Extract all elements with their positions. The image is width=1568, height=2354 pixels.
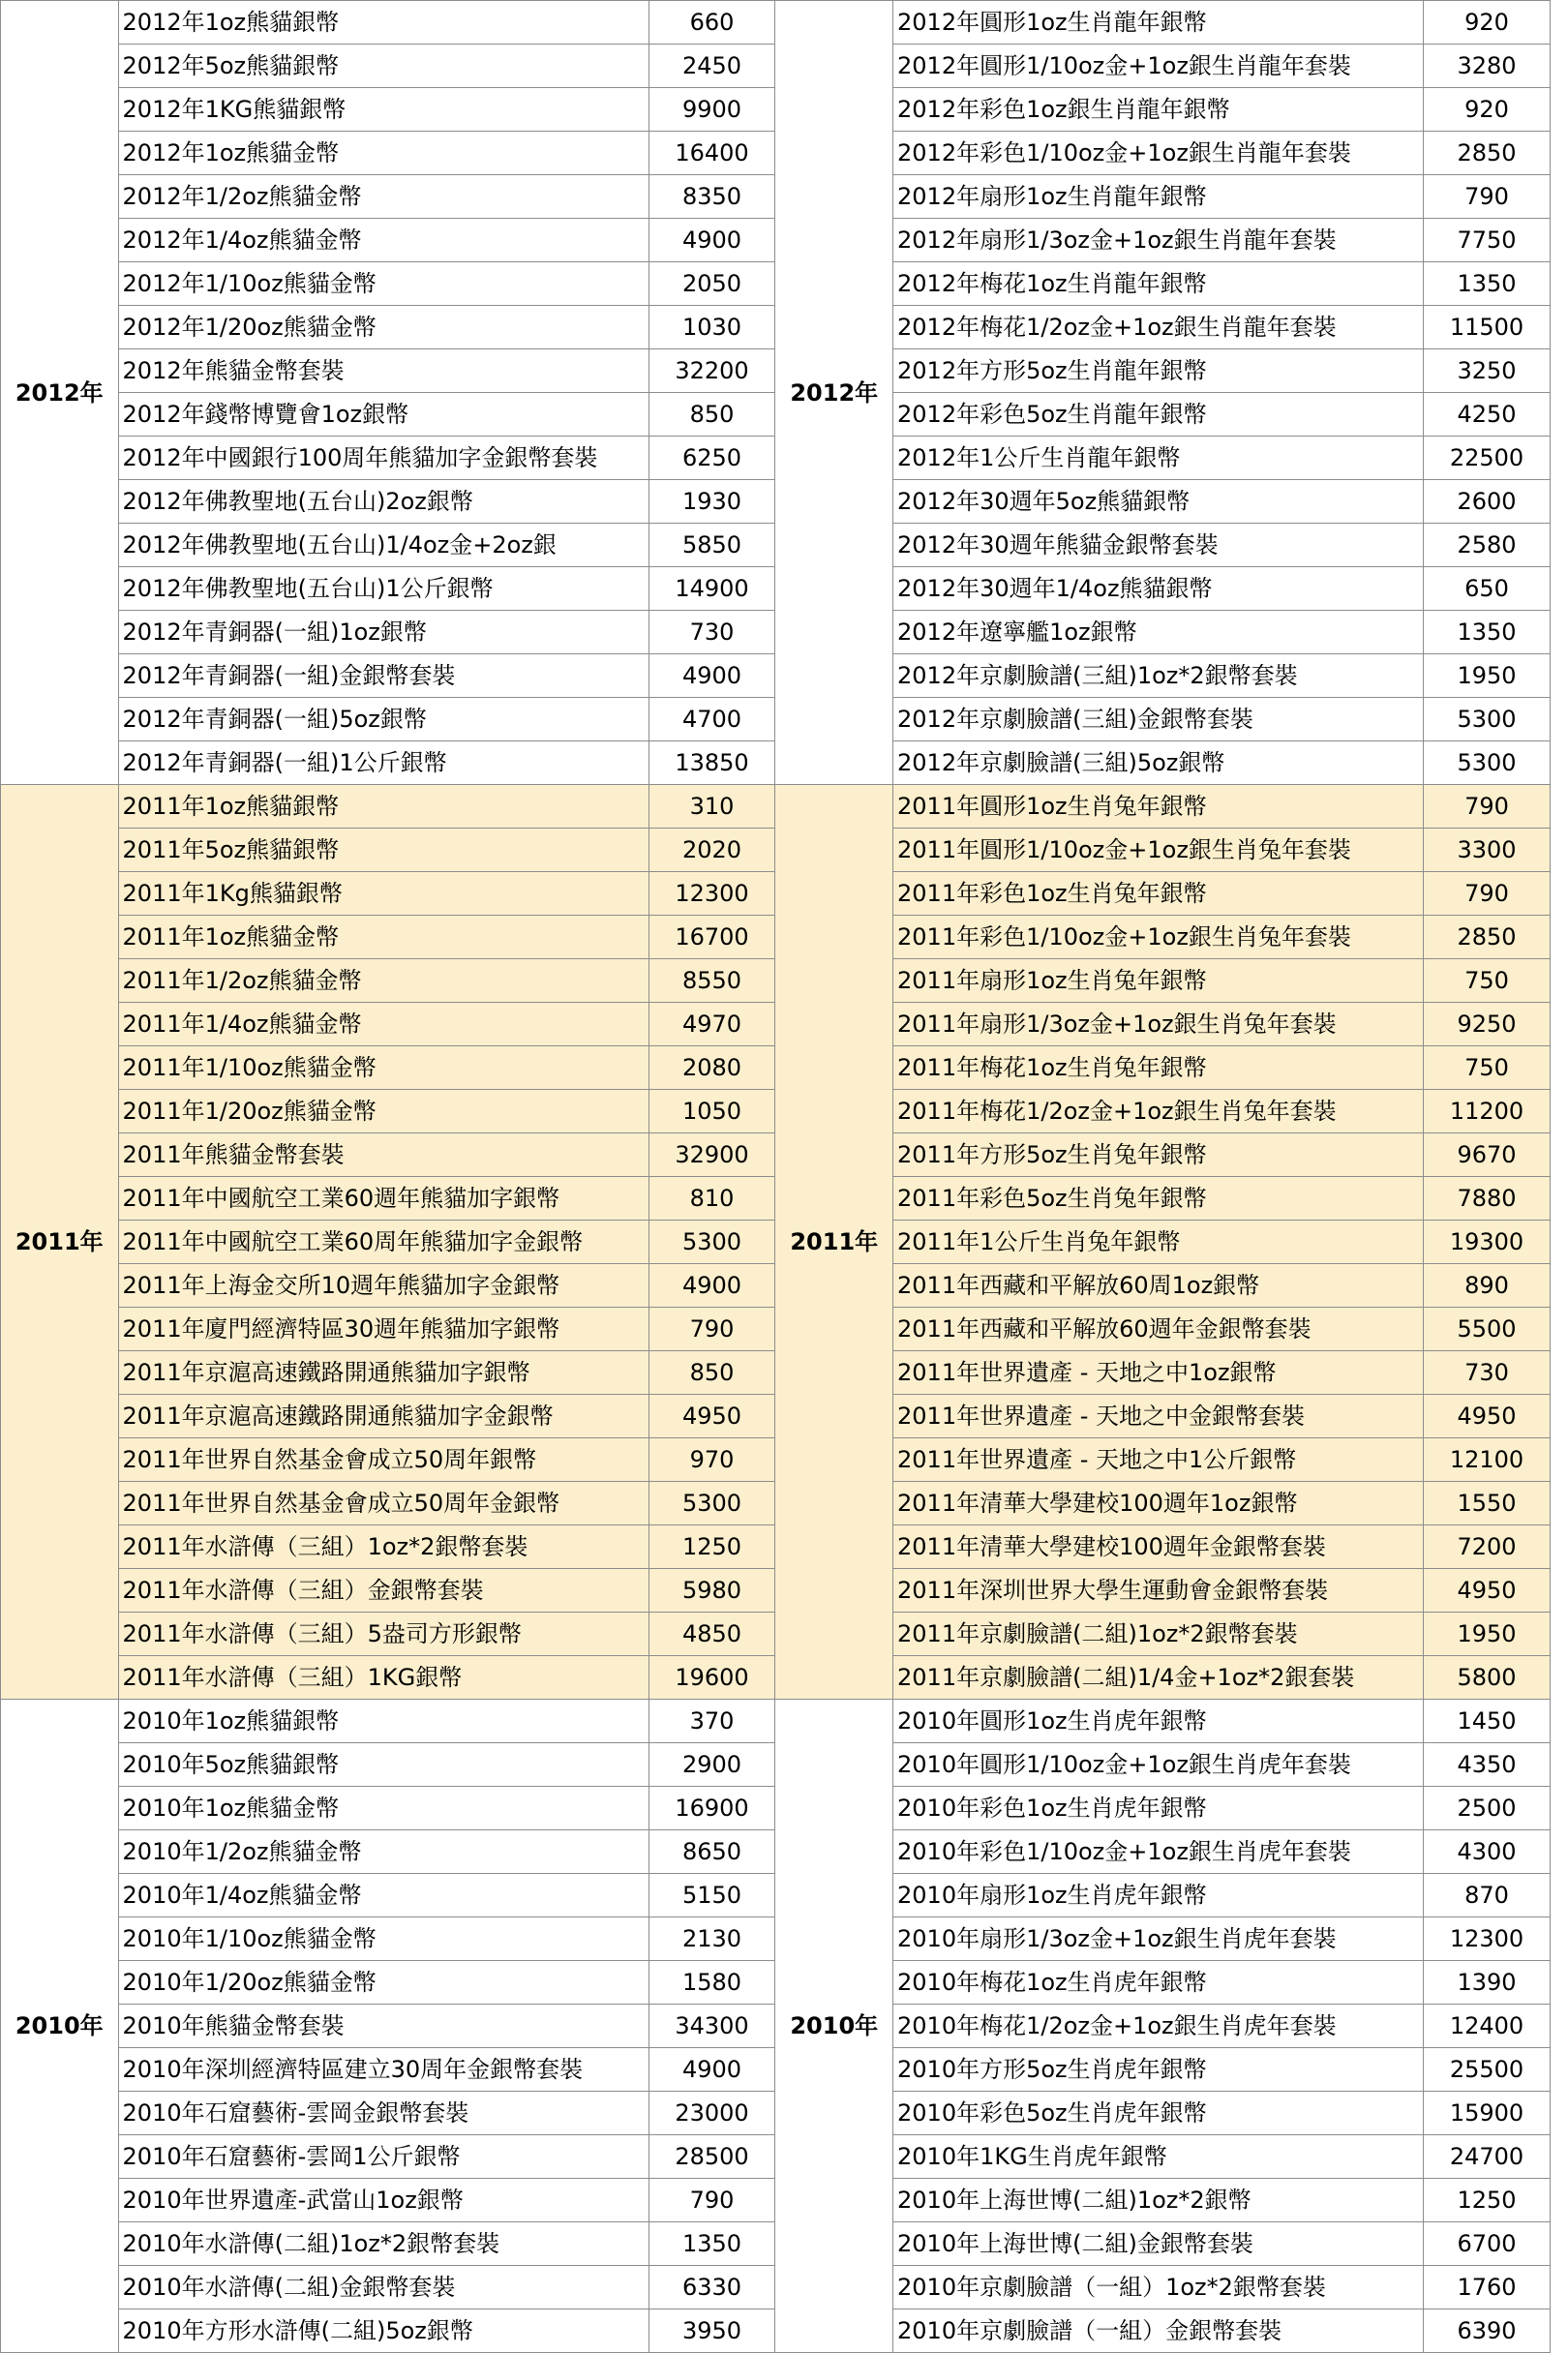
item-price-right: 3300 xyxy=(1424,829,1551,872)
item-name-left: 2011年水滸傳（三組）金銀幣套裝 xyxy=(118,1569,648,1613)
item-price-left: 790 xyxy=(648,2179,775,2222)
item-price-left: 4900 xyxy=(648,2048,775,2092)
item-price-right: 2850 xyxy=(1424,132,1551,175)
item-price-right: 7880 xyxy=(1424,1177,1551,1221)
item-price-right: 870 xyxy=(1424,1874,1551,1917)
item-name-right: 2010年梅花1/2oz金+1oz銀生肖虎年套裝 xyxy=(893,2005,1424,2048)
item-name-left: 2011年5oz熊貓銀幣 xyxy=(118,829,648,872)
item-price-right: 7750 xyxy=(1424,219,1551,262)
item-price-left: 5980 xyxy=(648,1569,775,1613)
year-cell-left: 2012年 xyxy=(1,1,119,785)
item-price-left: 850 xyxy=(648,1351,775,1395)
item-name-left: 2010年方形水滸傳(二組)5oz銀幣 xyxy=(118,2309,648,2353)
item-name-right: 2012年方形5oz生肖龍年銀幣 xyxy=(893,349,1424,393)
item-name-right: 2011年世界遺產 - 天地之中1oz銀幣 xyxy=(893,1351,1424,1395)
item-price-right: 5300 xyxy=(1424,698,1551,741)
item-price-left: 16900 xyxy=(648,1787,775,1830)
item-name-right: 2011年世界遺產 - 天地之中金銀幣套裝 xyxy=(893,1395,1424,1438)
item-price-right: 6390 xyxy=(1424,2309,1551,2353)
item-name-left: 2011年中國航空工業60週年熊貓加字銀幣 xyxy=(118,1177,648,1221)
item-price-right: 4950 xyxy=(1424,1569,1551,1613)
item-price-left: 9900 xyxy=(648,88,775,132)
item-price-left: 4970 xyxy=(648,1003,775,1046)
item-price-right: 1250 xyxy=(1424,2179,1551,2222)
item-name-right: 2010年彩色1/10oz金+1oz銀生肖虎年套裝 xyxy=(893,1830,1424,1874)
item-price-left: 2080 xyxy=(648,1046,775,1090)
item-price-left: 23000 xyxy=(648,2092,775,2135)
item-price-right: 7200 xyxy=(1424,1525,1551,1569)
item-price-left: 970 xyxy=(648,1438,775,1482)
item-price-right: 790 xyxy=(1424,785,1551,829)
item-price-right: 920 xyxy=(1424,1,1551,45)
item-name-left: 2011年1oz熊貓金幣 xyxy=(118,916,648,959)
item-name-right: 2012年梅花1/2oz金+1oz銀生肖龍年套裝 xyxy=(893,306,1424,349)
item-name-left: 2011年水滸傳（三組）1KG銀幣 xyxy=(118,1656,648,1700)
item-price-right: 1950 xyxy=(1424,654,1551,698)
item-price-right: 3280 xyxy=(1424,45,1551,88)
item-name-left: 2010年1/2oz熊貓金幣 xyxy=(118,1830,648,1874)
item-name-right: 2011年世界遺產 - 天地之中1公斤銀幣 xyxy=(893,1438,1424,1482)
item-name-right: 2011年1公斤生肖兔年銀幣 xyxy=(893,1221,1424,1264)
item-price-left: 5150 xyxy=(648,1874,775,1917)
item-price-right: 1550 xyxy=(1424,1482,1551,1525)
item-name-right: 2012年梅花1oz生肖龍年銀幣 xyxy=(893,262,1424,306)
item-price-right: 4250 xyxy=(1424,393,1551,437)
item-price-left: 28500 xyxy=(648,2135,775,2179)
item-name-left: 2010年水滸傳(二組)1oz*2銀幣套裝 xyxy=(118,2222,648,2266)
item-price-left: 660 xyxy=(648,1,775,45)
item-price-left: 310 xyxy=(648,785,775,829)
item-price-right: 15900 xyxy=(1424,2092,1551,2135)
item-name-left: 2011年水滸傳（三組）1oz*2銀幣套裝 xyxy=(118,1525,648,1569)
item-price-right: 4350 xyxy=(1424,1743,1551,1787)
item-price-right: 750 xyxy=(1424,959,1551,1003)
item-name-left: 2010年深圳經濟特區建立30周年金銀幣套裝 xyxy=(118,2048,648,2092)
item-price-left: 6250 xyxy=(648,437,775,480)
item-price-right: 650 xyxy=(1424,567,1551,611)
item-price-right: 790 xyxy=(1424,175,1551,219)
item-price-right: 2600 xyxy=(1424,480,1551,524)
item-name-left: 2010年熊貓金幣套裝 xyxy=(118,2005,648,2048)
item-name-left: 2012年1/4oz熊貓金幣 xyxy=(118,219,648,262)
item-name-left: 2012年中國銀行100周年熊貓加字金銀幣套裝 xyxy=(118,437,648,480)
item-price-left: 4900 xyxy=(648,219,775,262)
item-name-left: 2010年1/10oz熊貓金幣 xyxy=(118,1917,648,1961)
item-price-right: 5500 xyxy=(1424,1308,1551,1351)
item-price-left: 34300 xyxy=(648,2005,775,2048)
item-price-right: 24700 xyxy=(1424,2135,1551,2179)
item-name-left: 2012年1/2oz熊貓金幣 xyxy=(118,175,648,219)
year-cell-right: 2012年 xyxy=(775,1,893,785)
item-name-right: 2011年方形5oz生肖兔年銀幣 xyxy=(893,1133,1424,1177)
item-name-right: 2010年圓形1oz生肖虎年銀幣 xyxy=(893,1700,1424,1743)
item-name-right: 2012年扇形1/3oz金+1oz銀生肖龍年套裝 xyxy=(893,219,1424,262)
item-name-left: 2012年青銅器(一組)1oz銀幣 xyxy=(118,611,648,654)
item-name-left: 2011年1oz熊貓銀幣 xyxy=(118,785,648,829)
item-price-left: 19600 xyxy=(648,1656,775,1700)
item-price-right: 25500 xyxy=(1424,2048,1551,2092)
item-name-left: 2011年中國航空工業60周年熊貓加字金銀幣 xyxy=(118,1221,648,1264)
item-price-right: 730 xyxy=(1424,1351,1551,1395)
item-price-left: 8350 xyxy=(648,175,775,219)
item-name-left: 2012年錢幣博覽會1oz銀幣 xyxy=(118,393,648,437)
item-price-right: 11500 xyxy=(1424,306,1551,349)
item-name-right: 2012年圓形1/10oz金+1oz銀生肖龍年套裝 xyxy=(893,45,1424,88)
item-name-right: 2011年彩色1/10oz金+1oz銀生肖兔年套裝 xyxy=(893,916,1424,959)
item-price-right: 9250 xyxy=(1424,1003,1551,1046)
item-price-left: 3950 xyxy=(648,2309,775,2353)
item-name-right: 2010年扇形1/3oz金+1oz銀生肖虎年套裝 xyxy=(893,1917,1424,1961)
item-name-left: 2012年青銅器(一組)5oz銀幣 xyxy=(118,698,648,741)
item-price-left: 4900 xyxy=(648,654,775,698)
item-name-left: 2012年青銅器(一組)1公斤銀幣 xyxy=(118,741,648,785)
item-price-left: 1030 xyxy=(648,306,775,349)
item-price-left: 810 xyxy=(648,1177,775,1221)
item-price-right: 12100 xyxy=(1424,1438,1551,1482)
item-price-right: 1760 xyxy=(1424,2266,1551,2309)
item-name-right: 2012年30週年熊貓金銀幣套裝 xyxy=(893,524,1424,567)
item-price-left: 4700 xyxy=(648,698,775,741)
table-row xyxy=(1,1700,1551,1743)
item-price-left: 13850 xyxy=(648,741,775,785)
item-price-right: 4300 xyxy=(1424,1830,1551,1874)
item-name-left: 2011年熊貓金幣套裝 xyxy=(118,1133,648,1177)
item-name-right: 2010年彩色1oz生肖虎年銀幣 xyxy=(893,1787,1424,1830)
item-price-right: 3250 xyxy=(1424,349,1551,393)
item-name-left: 2012年1/20oz熊貓金幣 xyxy=(118,306,648,349)
item-name-left: 2011年廈門經濟特區30週年熊貓加字銀幣 xyxy=(118,1308,648,1351)
item-name-right: 2012年京劇臉譜(三組)1oz*2銀幣套裝 xyxy=(893,654,1424,698)
item-name-right: 2011年梅花1oz生肖兔年銀幣 xyxy=(893,1046,1424,1090)
item-price-right: 2500 xyxy=(1424,1787,1551,1830)
item-price-left: 32200 xyxy=(648,349,775,393)
item-price-right: 4950 xyxy=(1424,1395,1551,1438)
item-name-left: 2011年京滬高速鐵路開通熊貓加字銀幣 xyxy=(118,1351,648,1395)
table-row xyxy=(1,1,1551,45)
item-price-right: 790 xyxy=(1424,872,1551,916)
item-price-left: 16700 xyxy=(648,916,775,959)
item-name-left: 2010年1oz熊貓銀幣 xyxy=(118,1700,648,1743)
item-price-right: 11200 xyxy=(1424,1090,1551,1133)
item-name-right: 2010年扇形1oz生肖虎年銀幣 xyxy=(893,1874,1424,1917)
item-price-right: 12300 xyxy=(1424,1917,1551,1961)
item-price-left: 14900 xyxy=(648,567,775,611)
item-name-left: 2011年1/4oz熊貓金幣 xyxy=(118,1003,648,1046)
item-price-right: 2850 xyxy=(1424,916,1551,959)
year-cell-right: 2011年 xyxy=(775,785,893,1700)
item-price-left: 1250 xyxy=(648,1525,775,1569)
item-name-left: 2012年1KG熊貓銀幣 xyxy=(118,88,648,132)
item-price-right: 920 xyxy=(1424,88,1551,132)
item-price-right: 12400 xyxy=(1424,2005,1551,2048)
item-name-right: 2012年1公斤生肖龍年銀幣 xyxy=(893,437,1424,480)
item-price-left: 4950 xyxy=(648,1395,775,1438)
item-name-left: 2011年水滸傳（三組）5盎司方形銀幣 xyxy=(118,1613,648,1656)
item-price-left: 2130 xyxy=(648,1917,775,1961)
item-name-right: 2012年遼寧艦1oz銀幣 xyxy=(893,611,1424,654)
item-price-left: 1580 xyxy=(648,1961,775,2005)
item-price-left: 2450 xyxy=(648,45,775,88)
item-price-left: 2050 xyxy=(648,262,775,306)
item-name-right: 2011年梅花1/2oz金+1oz銀生肖兔年套裝 xyxy=(893,1090,1424,1133)
item-name-right: 2011年扇形1oz生肖兔年銀幣 xyxy=(893,959,1424,1003)
item-name-left: 2012年佛教聖地(五台山)2oz銀幣 xyxy=(118,480,648,524)
item-name-right: 2011年西藏和平解放60週年金銀幣套裝 xyxy=(893,1308,1424,1351)
item-price-right: 5300 xyxy=(1424,741,1551,785)
item-price-right: 5800 xyxy=(1424,1656,1551,1700)
item-price-left: 8650 xyxy=(648,1830,775,1874)
item-price-right: 2580 xyxy=(1424,524,1551,567)
item-price-left: 4850 xyxy=(648,1613,775,1656)
item-price-right: 9670 xyxy=(1424,1133,1551,1177)
item-name-right: 2012年圓形1oz生肖龍年銀幣 xyxy=(893,1,1424,45)
item-name-right: 2010年方形5oz生肖虎年銀幣 xyxy=(893,2048,1424,2092)
item-price-left: 4900 xyxy=(648,1264,775,1308)
item-name-right: 2012年扇形1oz生肖龍年銀幣 xyxy=(893,175,1424,219)
item-name-left: 2012年5oz熊貓銀幣 xyxy=(118,45,648,88)
item-name-left: 2012年青銅器(一組)金銀幣套裝 xyxy=(118,654,648,698)
item-name-right: 2010年梅花1oz生肖虎年銀幣 xyxy=(893,1961,1424,2005)
item-name-left: 2012年1/10oz熊貓金幣 xyxy=(118,262,648,306)
item-price-left: 1350 xyxy=(648,2222,775,2266)
item-name-right: 2012年彩色1/10oz金+1oz銀生肖龍年套裝 xyxy=(893,132,1424,175)
item-name-left: 2010年1oz熊貓金幣 xyxy=(118,1787,648,1830)
item-price-right: 1450 xyxy=(1424,1700,1551,1743)
item-name-right: 2011年扇形1/3oz金+1oz銀生肖兔年套裝 xyxy=(893,1003,1424,1046)
item-name-right: 2012年30週年5oz熊貓銀幣 xyxy=(893,480,1424,524)
item-name-left: 2012年熊貓金幣套裝 xyxy=(118,349,648,393)
item-price-left: 2020 xyxy=(648,829,775,872)
item-name-left: 2012年1oz熊貓金幣 xyxy=(118,132,648,175)
item-price-left: 2900 xyxy=(648,1743,775,1787)
item-name-right: 2012年彩色1oz銀生肖龍年銀幣 xyxy=(893,88,1424,132)
item-name-right: 2010年圓形1/10oz金+1oz銀生肖虎年套裝 xyxy=(893,1743,1424,1787)
item-name-left: 2010年石窟藝術-雲岡1公斤銀幣 xyxy=(118,2135,648,2179)
item-price-left: 1050 xyxy=(648,1090,775,1133)
item-name-right: 2011年深圳世界大學生運動會金銀幣套裝 xyxy=(893,1569,1424,1613)
price-table-body xyxy=(1,1,1551,2353)
item-name-left: 2010年1/20oz熊貓金幣 xyxy=(118,1961,648,2005)
item-name-left: 2010年5oz熊貓銀幣 xyxy=(118,1743,648,1787)
item-name-left: 2012年佛教聖地(五台山)1/4oz金+2oz銀 xyxy=(118,524,648,567)
item-name-left: 2011年1/2oz熊貓金幣 xyxy=(118,959,648,1003)
table-row xyxy=(1,785,1551,829)
item-name-right: 2011年圓形1oz生肖兔年銀幣 xyxy=(893,785,1424,829)
item-name-right: 2011年彩色1oz生肖兔年銀幣 xyxy=(893,872,1424,916)
item-price-right: 22500 xyxy=(1424,437,1551,480)
item-name-right: 2012年30週年1/4oz熊貓銀幣 xyxy=(893,567,1424,611)
item-price-right: 890 xyxy=(1424,1264,1551,1308)
item-price-right: 1390 xyxy=(1424,1961,1551,2005)
item-price-left: 790 xyxy=(648,1308,775,1351)
item-name-left: 2011年世界自然基金會成立50周年金銀幣 xyxy=(118,1482,648,1525)
item-price-right: 19300 xyxy=(1424,1221,1551,1264)
item-price-left: 6330 xyxy=(648,2266,775,2309)
item-name-right: 2011年西藏和平解放60周1oz銀幣 xyxy=(893,1264,1424,1308)
item-name-right: 2010年1KG生肖虎年銀幣 xyxy=(893,2135,1424,2179)
item-name-left: 2011年京滬高速鐵路開通熊貓加字金銀幣 xyxy=(118,1395,648,1438)
item-name-left: 2010年石窟藝術-雲岡金銀幣套裝 xyxy=(118,2092,648,2135)
item-price-left: 5300 xyxy=(648,1482,775,1525)
item-name-left: 2010年世界遺產-武當山1oz銀幣 xyxy=(118,2179,648,2222)
item-name-right: 2011年圓形1/10oz金+1oz銀生肖兔年套裝 xyxy=(893,829,1424,872)
item-name-left: 2011年1/10oz熊貓金幣 xyxy=(118,1046,648,1090)
item-name-left: 2012年佛教聖地(五台山)1公斤銀幣 xyxy=(118,567,648,611)
item-name-right: 2012年京劇臉譜(三組)金銀幣套裝 xyxy=(893,698,1424,741)
item-price-left: 850 xyxy=(648,393,775,437)
item-name-right: 2011年清華大學建校100週年金銀幣套裝 xyxy=(893,1525,1424,1569)
item-name-right: 2010年京劇臉譜（一組）金銀幣套裝 xyxy=(893,2309,1424,2353)
item-price-right: 750 xyxy=(1424,1046,1551,1090)
item-name-right: 2010年上海世博(二組)1oz*2銀幣 xyxy=(893,2179,1424,2222)
item-name-right: 2010年上海世博(二組)金銀幣套裝 xyxy=(893,2222,1424,2266)
item-price-left: 12300 xyxy=(648,872,775,916)
item-name-left: 2011年上海金交所10週年熊貓加字金銀幣 xyxy=(118,1264,648,1308)
item-name-left: 2012年1oz熊貓銀幣 xyxy=(118,1,648,45)
item-price-right: 1350 xyxy=(1424,611,1551,654)
item-name-right: 2012年彩色5oz生肖龍年銀幣 xyxy=(893,393,1424,437)
item-name-right: 2010年彩色5oz生肖虎年銀幣 xyxy=(893,2092,1424,2135)
item-name-right: 2011年彩色5oz生肖兔年銀幣 xyxy=(893,1177,1424,1221)
year-cell-left: 2011年 xyxy=(1,785,119,1700)
item-price-left: 8550 xyxy=(648,959,775,1003)
item-price-right: 6700 xyxy=(1424,2222,1551,2266)
item-name-left: 2011年世界自然基金會成立50周年銀幣 xyxy=(118,1438,648,1482)
item-name-right: 2011年京劇臉譜(二組)1/4金+1oz*2銀套裝 xyxy=(893,1656,1424,1700)
item-price-left: 370 xyxy=(648,1700,775,1743)
item-price-left: 5850 xyxy=(648,524,775,567)
item-name-left: 2010年1/4oz熊貓金幣 xyxy=(118,1874,648,1917)
item-price-right: 1350 xyxy=(1424,262,1551,306)
item-name-left: 2011年1Kg熊貓銀幣 xyxy=(118,872,648,916)
item-name-right: 2010年京劇臉譜（一組）1oz*2銀幣套裝 xyxy=(893,2266,1424,2309)
item-name-left: 2010年水滸傳(二組)金銀幣套裝 xyxy=(118,2266,648,2309)
item-name-right: 2011年京劇臉譜(二組)1oz*2銀幣套裝 xyxy=(893,1613,1424,1656)
year-cell-left: 2010年 xyxy=(1,1700,119,2353)
year-cell-right: 2010年 xyxy=(775,1700,893,2353)
item-name-right: 2012年京劇臉譜(三組)5oz銀幣 xyxy=(893,741,1424,785)
item-price-left: 1930 xyxy=(648,480,775,524)
item-price-right: 1950 xyxy=(1424,1613,1551,1656)
item-price-left: 730 xyxy=(648,611,775,654)
item-price-left: 5300 xyxy=(648,1221,775,1264)
item-price-left: 32900 xyxy=(648,1133,775,1177)
item-price-left: 16400 xyxy=(648,132,775,175)
item-name-right: 2011年清華大學建校100週年1oz銀幣 xyxy=(893,1482,1424,1525)
item-name-left: 2011年1/20oz熊貓金幣 xyxy=(118,1090,648,1133)
